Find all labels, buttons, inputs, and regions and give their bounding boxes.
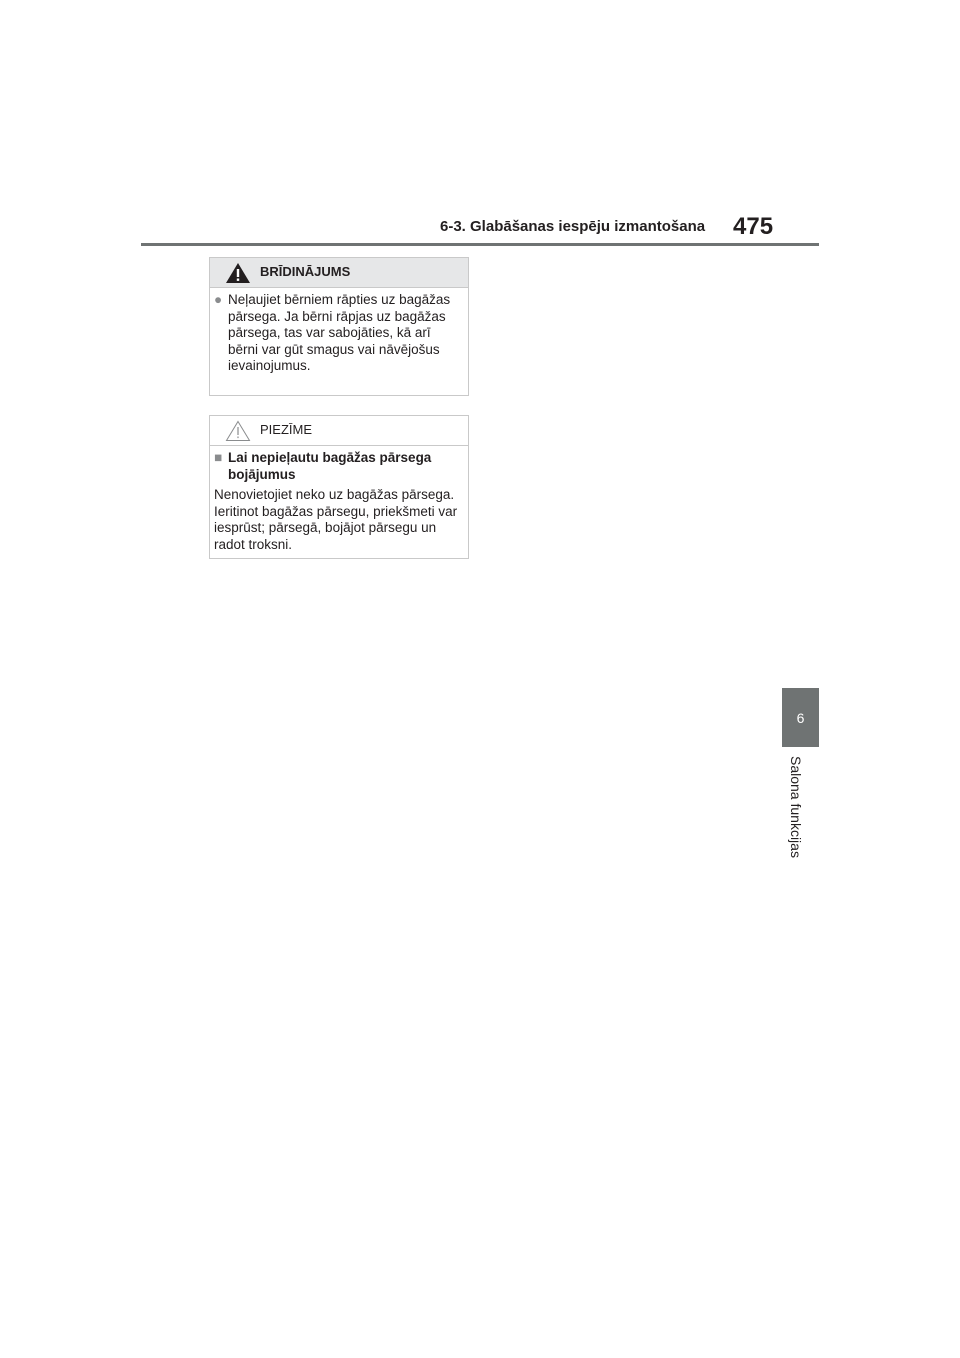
page-number: 475	[733, 213, 774, 240]
warning-triangle-icon	[225, 262, 251, 289]
warning-title: BRĪDINĀJUMS	[260, 264, 351, 279]
warning-item	[214, 292, 462, 375]
notice-text: Nenovietojiet neko uz bagāžas pārsega. Ieritinot bagāžas pārsegu, priekšmeti var iesprūst; pārsegā, bojājot pārsegu un radot troksni.	[214, 487, 458, 552]
section-title: 6-3. Glabāšanas iespēju izmantošana	[440, 218, 706, 235]
chapter-tab	[782, 688, 819, 747]
warning-body	[210, 288, 468, 375]
notice-title: PIEZĪME	[260, 422, 313, 437]
chapter-label: Salona funkcijas	[788, 756, 804, 858]
header-rule	[141, 243, 819, 246]
notice-header	[210, 416, 468, 446]
warning-header	[210, 258, 468, 288]
notice-item	[214, 450, 462, 483]
notice-box	[209, 415, 469, 559]
square-bullet-icon: ■	[214, 450, 223, 465]
bullet-icon: ●	[214, 292, 223, 307]
notice-triangle-icon	[225, 420, 251, 447]
notice-subtitle: Lai nepieļautu bagāžas pārsega bojājumus	[228, 450, 432, 482]
warning-text: Neļaujiet bērniem rāpties uz bagāžas pārsega. Ja bērni rāpjas uz bagāžas pārsega, tas var sabojāties, kā arī bērni var gūt smagus vai nāvējošus ievainojumus.	[228, 292, 451, 373]
warning-box	[209, 257, 469, 396]
notice-body	[210, 446, 468, 553]
chapter-number: 6	[796, 709, 805, 726]
